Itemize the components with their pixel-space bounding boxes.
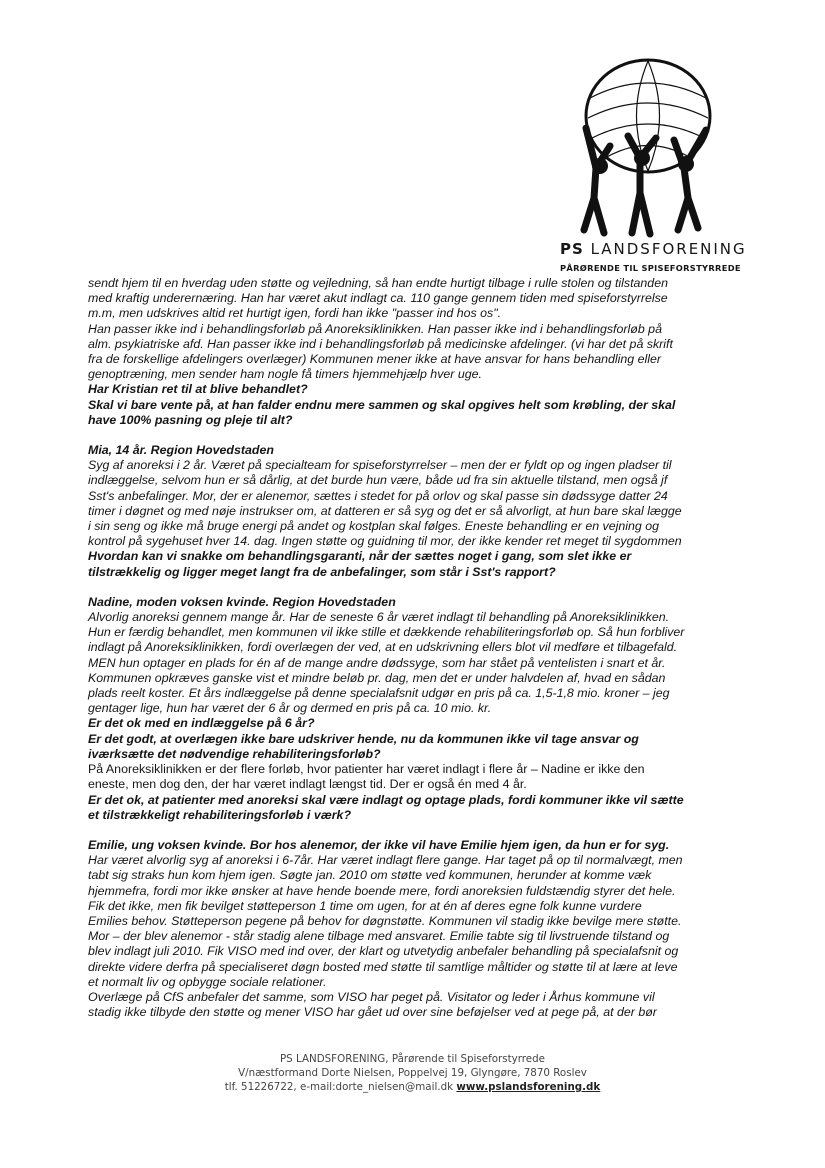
footer-contact-line xyxy=(0,1080,825,1094)
text-line: På Anoreksiklinikken er der flere forløb, hvor patienter har været indlagt i flere år – Nadine er ikke den xyxy=(88,762,645,777)
question-line: Hvordan kan vi snakke om behandlingsgaranti, når der sættes noget i gang, som slet ikke er xyxy=(88,549,632,564)
kristian-continued xyxy=(88,276,728,428)
footer-org-line: PS LANDSFORENING, Pårørende til Spiseforstyrrede xyxy=(279,1053,546,1065)
text-line: plads reelt koster. Et års indlæggelse på denne specialafsnit udgør en pris på ca. 1,5-1,8 mio. kroner – jeg xyxy=(88,686,670,701)
mia-section xyxy=(88,443,728,580)
text-line: m.m, men udskrives altid ret hurtigt igen, fordi han ikke "passer ind hos os". xyxy=(88,306,502,321)
question-line: iværksætte det nødvendige rehabiliteringsforløb? xyxy=(88,746,381,761)
question-line: Har Kristian ret til at blive behandlet? xyxy=(88,382,308,397)
text-line: Overlæge på CfS anbefaler det samme, som VISO har peget på. Visitator og leder i Århus kommune vil xyxy=(88,989,655,1004)
text-line: sendt hjem til en hverdag uden støtte og vejledning, så han endte hurtigt tilbage i rulle stolen og tilstanden xyxy=(88,276,668,290)
organization-logo xyxy=(560,58,747,278)
emilie-section xyxy=(88,838,728,1020)
text-line: Emilies behov. Støtteperson pegene på behov for døgnstøtte. Kommunen vil stadig ikke bevilge mere støtte. xyxy=(88,913,682,928)
question-line: Er det godt, at overlægen ikke bare udskriver hende, nu da kommunen ikke vil tage ansvar og xyxy=(88,731,639,746)
text-line: Fik det ikke, men fik bevilget støtteperson 1 time om ugen, for at én af deres egne folk kunne vurdere xyxy=(88,898,642,913)
text-line: indlagt på Anoreksiklinikken, fordi overlægen der ved, at en udskrivning ellers blot vil medføre et tilbagefald. xyxy=(88,640,678,655)
text-line: blev indlagt juli 2010. Fik VISO med ind over, der klart og utvetydig anbefaler behandling på specialafsnit og xyxy=(88,944,679,959)
logo-brand-rest: LANDSFORENING xyxy=(590,240,747,258)
question-line: tilstrækkelig og ligger meget langt fra de anbefalinger, som står i Sst's rapport? xyxy=(88,564,556,579)
text-line: i sin seng og ikke må bruge energi på andet og kostplan skal følges. Eneste behandling er en vejning og xyxy=(88,519,660,534)
document-body xyxy=(88,276,728,1020)
text-line: MEN hun optager en plads for én af de mange andre dødssyge, som har stået på ventelisten i snart et år. xyxy=(88,655,666,670)
text-line: Han passer ikke ind i behandlingsforløb på Anoreksiklinikken. Han passer ikke ind i behandlingsforløb på xyxy=(88,321,662,336)
text-line: hjemmefra, fordi mor ikke ønsker at have hende boende mere, fordi anoreksien fuldstændig styrer det hele. xyxy=(88,883,676,898)
logo-subtitle: PÅRØRENDE TIL SPISEFORSTYRREDE xyxy=(560,263,741,273)
text-line: eneste, men dog den, der har været indlagt længst tid. Der er også én med 4 år. xyxy=(88,777,527,792)
question-line: Skal vi bare vente på, at han falder endnu mere sammen og skal opgives helt som krøbling, der skal xyxy=(88,397,676,412)
footer-contact-text: tlf. 51226722, e-mail:dorte_nielsen@mail.dk xyxy=(224,1081,454,1093)
text-line: timer i døgnet og med nøje instrukser om, at datteren er så syg og det er så alvorligt, at hun bare skal lægge xyxy=(88,503,682,518)
question-line: have 100% pasning og pleje til alt? xyxy=(88,412,293,427)
website-link[interactable]: www.pslandsforening.dk xyxy=(456,1081,601,1093)
question-line: Er det ok med en indlæggelse på 6 år? xyxy=(88,716,315,731)
section-heading-nadine: Nadine, moden voksen kvinde. Region Hovedstaden xyxy=(88,594,396,609)
page-footer xyxy=(0,1052,825,1094)
text-line: Hun er færdig behandlet, men kommunen vil ikke stille et dækkende rehabiliteringsforløb op. Så hun forbliver xyxy=(88,625,685,640)
text-line: genoptræning, men sender ham nogle få timers hjemmehjælp hver uge. xyxy=(88,367,482,382)
logo-brand-name xyxy=(560,240,747,258)
text-line: Har været alvorlig syg af anoreksi i 6-7år. Har været indlagt flere gange. Har taget på op til normalvægt, men xyxy=(88,853,683,868)
text-line: fra de forskellige afdelingers overlæger) Kommunen mener ikke at have ansvar for hans behandling eller xyxy=(88,352,662,367)
text-line: Alvorlig anoreksi gennem mange år. Har de seneste 6 år været indlagt til behandling på Anoreksiklinikken. xyxy=(88,610,670,625)
footer-address-line: V/næstformand Dorte Nielsen, Poppelvej 19, Glyngøre, 7870 Roslev xyxy=(238,1067,587,1079)
text-line: med kraftig underernæring. Han har været akut indlagt ca. 110 gange gennem tiden med spiseforstyrrelse xyxy=(88,291,668,306)
nadine-section xyxy=(88,595,728,823)
logo-figures-icon xyxy=(570,58,725,238)
text-line: stadig ikke tilbyde den støtte og mener VISO har gået ud over sine beføjelser ved at pege på, at der bør xyxy=(88,1005,657,1020)
logo-brand-bold: PS xyxy=(560,240,584,258)
section-heading-mia: Mia, 14 år. Region Hovedstaden xyxy=(88,443,274,458)
text-line: kontrol på sygehuset hver 14. dag. Ingen støtte og guidning til mor, der ikke kender ret meget til sygdommen xyxy=(88,534,682,549)
section-heading-emilie: Emilie, ung voksen kvinde. Bor hos alenemor, der ikke vil have Emilie hjem igen, da hun er for syg. xyxy=(88,837,670,852)
text-line: direkte videre derfra på specialiseret døgn bosted med støtte til samtlige måltider og støtte til at lære at leve xyxy=(88,959,678,974)
text-line: et normalt liv og opbygge sociale relationer. xyxy=(88,974,327,989)
text-line: tabt sig straks hun kom hjem igen. Søgte jan. 2010 om støtte ved kommunen, herunder at komme væk xyxy=(88,868,652,883)
text-line: indlæggelse, selvom hun er så dårlig, at det burde hun være, både ud fra sin aktuelle tilstand, men også jf xyxy=(88,473,668,488)
text-line: Syg af anoreksi i 2 år. Været på specialteam for spiseforstyrrelser – men der er fyldt op og ingen pladser til xyxy=(88,458,672,473)
text-line: Mor – der blev alenemor - står stadig alene tilbage med ansvaret. Emilie tabte sig til livstruende tilstand og xyxy=(88,929,670,944)
question-line: Er det ok, at patienter med anoreksi skal være indlagt og optage plads, fordi kommuner ikke vil sætte xyxy=(88,792,684,807)
text-line: alm. psykiatriske afd. Han passer ikke ind i behandlingsforløb på medicinske afdelinger. (vi har det på skrift xyxy=(88,336,673,351)
text-line: Sst's anbefalinger. Mor, der er alenemor, sættes i stedet for på orlov og skal passe sin dødssyge datter 24 xyxy=(88,488,668,503)
question-line: et tilstrækkeligt rehabiliteringsforløb i værk? xyxy=(88,807,352,822)
text-line: Kommunen opkræves ganske vist et mindre beløb pr. dag, men det er under halvdelen af, hvad en sådan xyxy=(88,670,666,685)
text-line: gentager lige, hun har været der 6 år og dermed en pris på ca. 10 mio. kr. xyxy=(88,701,492,716)
